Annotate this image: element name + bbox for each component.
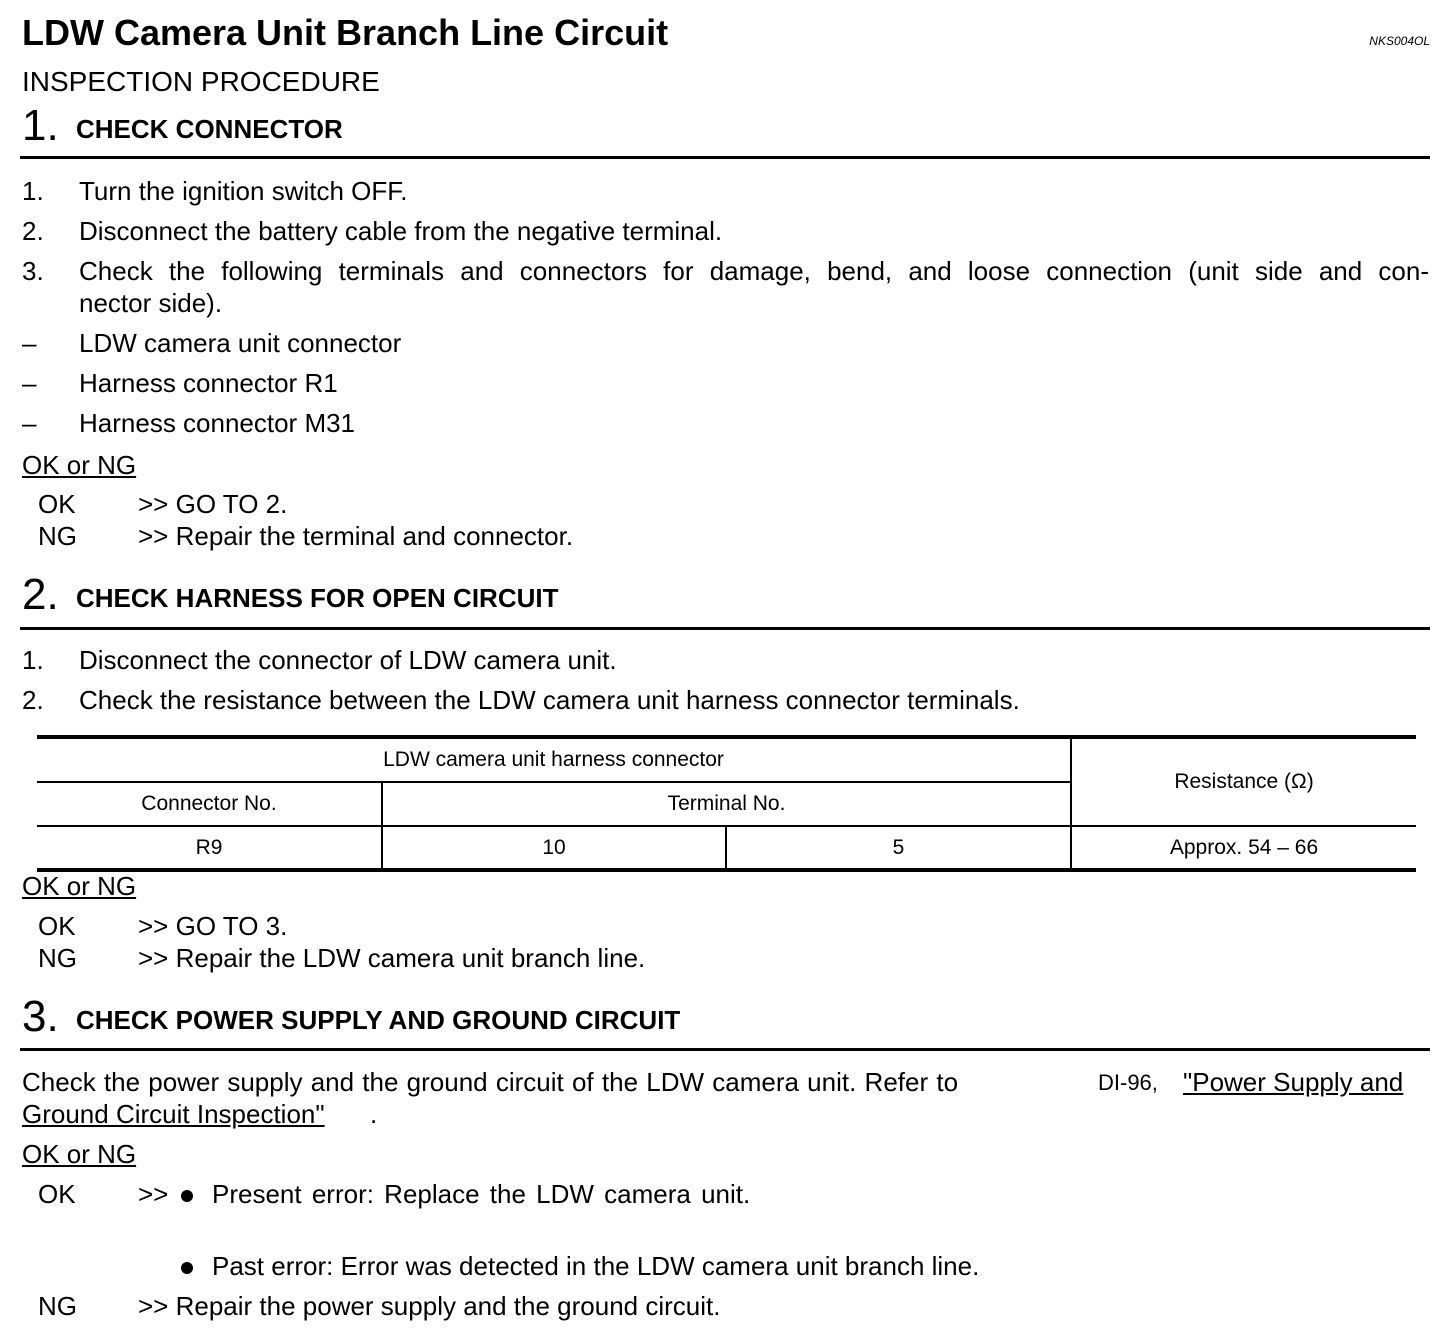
- step-2-item-marker: 1.: [22, 645, 44, 675]
- step-1-subitem: Harness connector M31: [79, 408, 356, 438]
- step-2-item: Check the resistance between the LDW camera unit harness connector terminals.: [79, 685, 1020, 715]
- step-3-ok-label: OK: [38, 1179, 76, 1209]
- step-3-ng-label: NG: [38, 1291, 77, 1321]
- step-3-reference-link[interactable]: "Power Supply and: [1183, 1067, 1404, 1097]
- step-1-divider: [20, 156, 1430, 159]
- step-3-divider: [20, 1048, 1430, 1051]
- step-2-item-marker: 2.: [22, 685, 44, 715]
- table-cell-connector: R9: [37, 826, 382, 870]
- section-subtitle: INSPECTION PROCEDURE: [22, 66, 380, 97]
- resistance-table: [37, 735, 1416, 872]
- step-1-ok-ng-label: OK or NG: [22, 450, 137, 480]
- step-3-ok-bullet-1: Present error: Replace the LDW camera unit.: [212, 1179, 751, 1209]
- step-1-item-marker: 3.: [22, 256, 44, 286]
- step-3-title: CHECK POWER SUPPLY AND GROUND CIRCUIT: [76, 1005, 681, 1035]
- step-3-ok-ng-label: OK or NG: [22, 1139, 137, 1169]
- step-1-item: Turn the ignition switch OFF.: [79, 176, 408, 206]
- step-3-ng-action: >> Repair the power supply and the ground circuit.: [138, 1291, 721, 1321]
- step-1-subitem-marker: –: [22, 328, 37, 358]
- step-2-number: 2.: [22, 570, 59, 619]
- bullet-icon: [181, 1262, 193, 1274]
- step-2-ng-action: >> Repair the LDW camera unit branch line.: [138, 943, 646, 973]
- step-3-number: 3.: [22, 992, 59, 1041]
- step-2-divider: [20, 627, 1430, 630]
- step-1-item: Check the following terminals and connectors for damage, bend, and loose connection (unit side and con-: [79, 256, 1429, 286]
- step-3-reference-link-continued[interactable]: Ground Circuit Inspection": [22, 1099, 325, 1129]
- step-2-ng-label: NG: [38, 943, 77, 973]
- step-1-title: CHECK CONNECTOR: [76, 114, 343, 144]
- page-title: LDW Camera Unit Branch Line Circuit: [22, 12, 669, 53]
- step-1-ng-action: >> Repair the terminal and connector.: [138, 521, 574, 551]
- step-1-ng-label: NG: [38, 521, 77, 551]
- table-terminal-header: Terminal No.: [382, 782, 1071, 826]
- table-cell-resistance: Approx. 54 – 66: [1071, 826, 1416, 870]
- table-group-header: LDW camera unit harness connector: [37, 737, 1071, 782]
- step-1-subitem: Harness connector R1: [79, 368, 338, 398]
- step-1-ok-action: >> GO TO 2.: [138, 489, 288, 519]
- step-1-subitem-marker: –: [22, 368, 37, 398]
- step-3-ok-bullet-2: Past error: Error was detected in the LDW camera unit branch line.: [212, 1251, 980, 1281]
- step-3-ref-code: DI-96,: [1098, 1070, 1158, 1095]
- table-cell-terminal-b: 5: [726, 826, 1071, 870]
- table-row: [37, 826, 1416, 870]
- step-3-ok-arrow: >>: [138, 1179, 169, 1209]
- step-2-ok-action: >> GO TO 3.: [138, 911, 288, 941]
- bullet-icon: [181, 1190, 193, 1202]
- step-1-item: Disconnect the battery cable from the negative terminal.: [79, 216, 723, 246]
- step-1-item-marker: 1.: [22, 176, 44, 206]
- step-1-number: 1.: [22, 101, 59, 150]
- step-1-item-continued: nector side).: [79, 288, 223, 318]
- table-resistance-header: Resistance (Ω): [1071, 737, 1416, 826]
- document-id: NKS004OL: [1369, 34, 1430, 48]
- step-2-title: CHECK HARNESS FOR OPEN CIRCUIT: [76, 583, 559, 613]
- step-1-item-marker: 2.: [22, 216, 44, 246]
- step-1-ok-label: OK: [38, 489, 76, 519]
- table-cell-terminal-a: 10: [382, 826, 726, 870]
- step-1-subitem: LDW camera unit connector: [79, 328, 402, 358]
- step-1-subitem-marker: –: [22, 408, 37, 438]
- step-2-ok-ng-label: OK or NG: [22, 871, 137, 901]
- step-3-ref-suffix: .: [370, 1099, 378, 1129]
- step-3-body: Check the power supply and the ground circuit of the LDW camera unit. Refer to: [22, 1067, 959, 1097]
- table-connector-header: Connector No.: [37, 782, 382, 826]
- step-2-ok-label: OK: [38, 911, 76, 941]
- step-2-item: Disconnect the connector of LDW camera unit.: [79, 645, 617, 675]
